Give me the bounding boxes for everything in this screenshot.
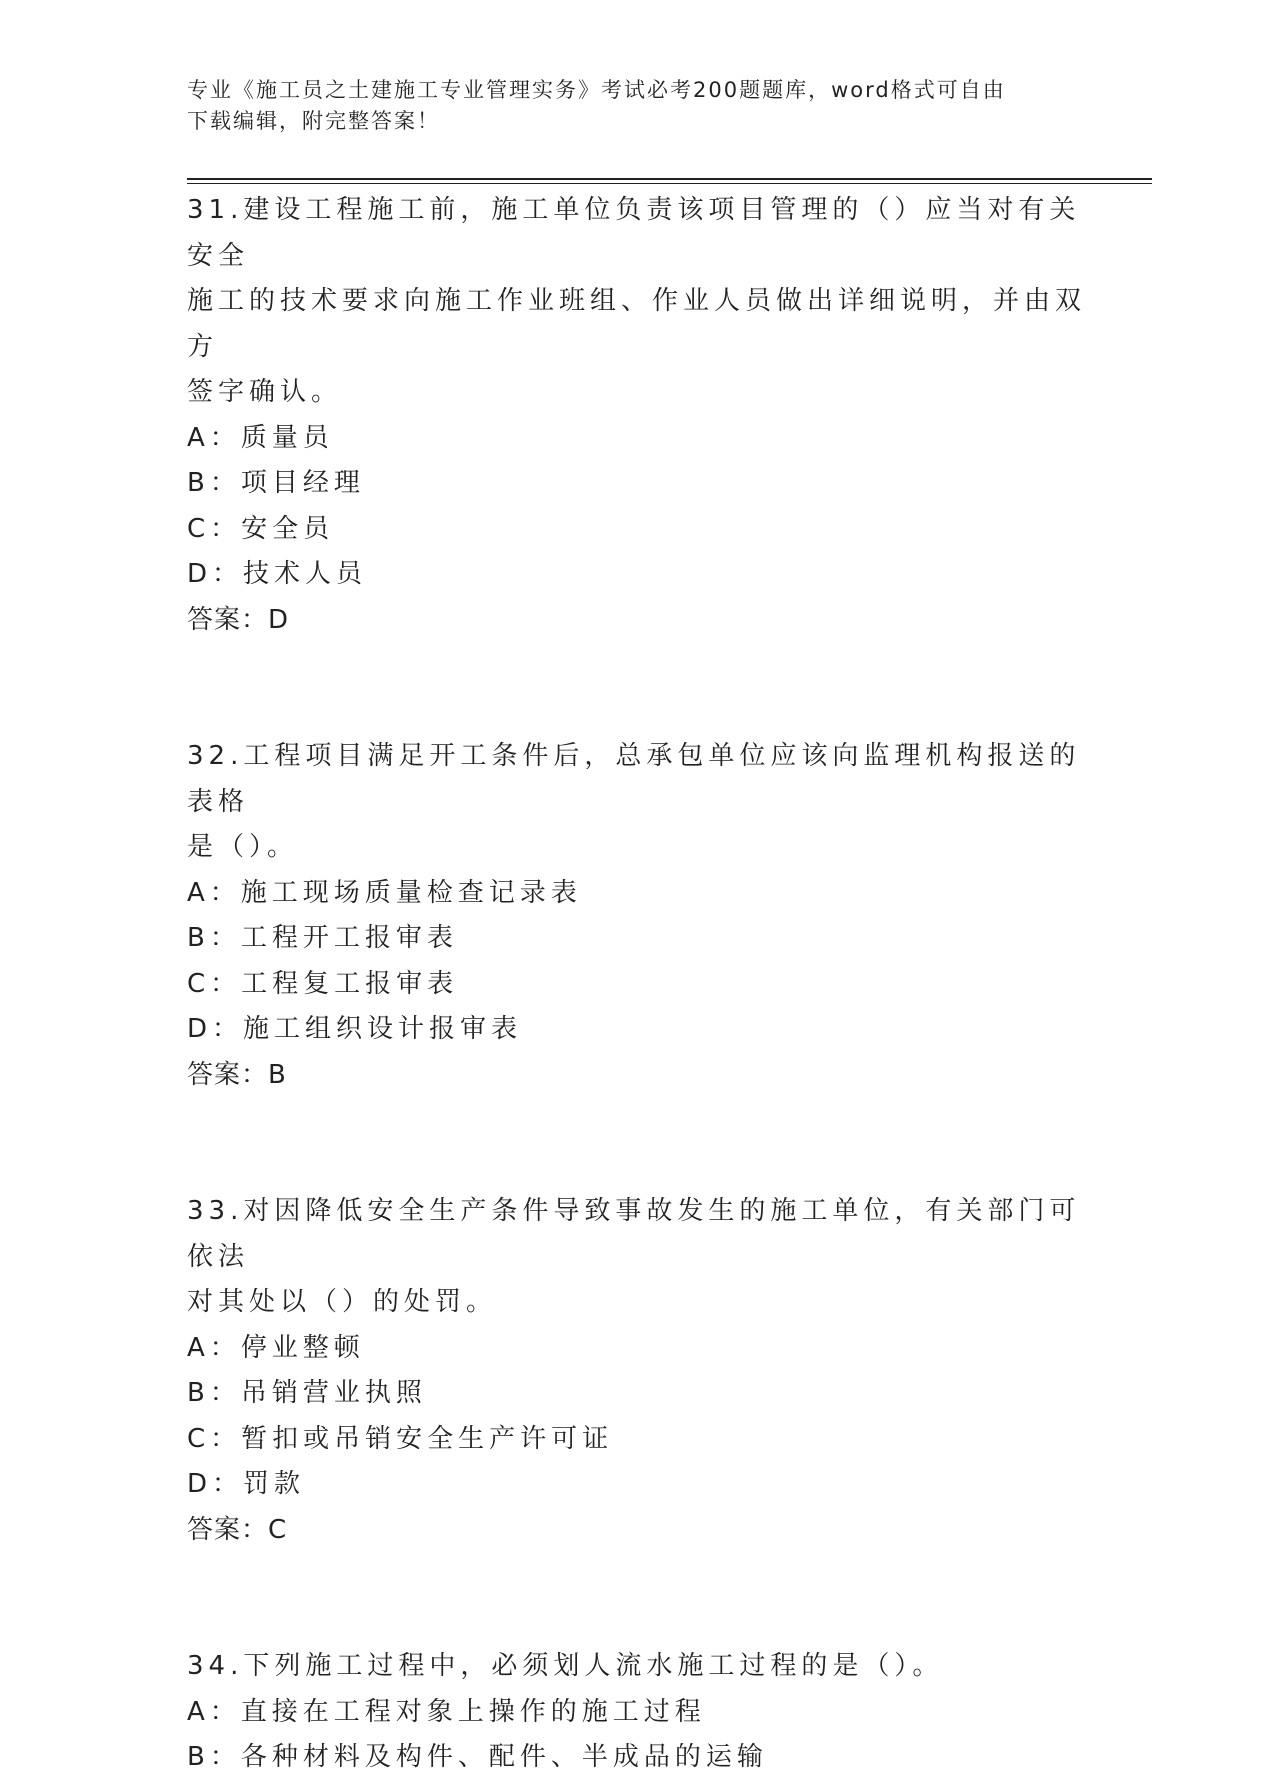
option-c: C：安全员 [187, 513, 335, 544]
answer: 答案：B [187, 1059, 287, 1090]
option-a: A：施工现场质量检查记录表 [187, 877, 582, 908]
header-line-1: 专业《施工员之土建施工专业管理实务》考试必考200题题库，word格式可自由 [187, 78, 1006, 102]
option-d: D：罚款 [187, 1469, 306, 1499]
option-b: B：吊销营业执照 [187, 1378, 427, 1408]
question-list [187, 188, 1087, 1781]
header-line-2: 下载编辑，附完整答案！ [187, 109, 440, 133]
question-text-line: 34.下列施工过程中，必须划人流水施工过程的是（）。 [187, 1651, 944, 1681]
option-b: B：工程开工报审表 [187, 923, 458, 953]
option-a: A：质量员 [187, 422, 334, 453]
question-text-line: 33.对因降低安全生产条件导致事故发生的施工单位，有关部门可依法 [187, 1196, 1081, 1272]
question-gap [187, 643, 1087, 734]
question-32 [187, 734, 1087, 1098]
option-b: B：项目经理 [187, 468, 365, 498]
question-text-line: 施工的技术要求向施工作业班组、作业人员做出详细说明，并由双方 [187, 286, 1087, 362]
header-divider-thick [187, 178, 1152, 180]
question-gap [187, 1553, 1087, 1644]
header-divider-thin [187, 183, 1152, 184]
option-c: C：暂扣或吊销安全生产许可证 [187, 1423, 614, 1454]
answer: 答案：D [187, 604, 290, 635]
question-text-line: 对其处以（）的处罚。 [187, 1287, 498, 1317]
question-33 [187, 1189, 1087, 1553]
question-gap [187, 1098, 1087, 1189]
option-b: B：各种材料及构件、配件、半成品的运输 [187, 1742, 768, 1772]
option-d: D：技术人员 [187, 559, 368, 589]
option-a: A：停业整顿 [187, 1332, 365, 1363]
option-a: A：直接在工程对象上操作的施工过程 [187, 1696, 706, 1727]
question-text-line: 是（）。 [187, 832, 299, 862]
question-text-line: 签字确认。 [187, 377, 343, 407]
question-31 [187, 188, 1087, 643]
question-text-line: 32.工程项目满足开工条件后，总承包单位应该向监理机构报送的表格 [187, 741, 1081, 817]
option-c: C：工程复工报审表 [187, 968, 459, 999]
answer: 答案：C [187, 1514, 288, 1545]
question-34 [187, 1644, 1087, 1781]
document-header [187, 75, 1067, 137]
question-text-line: 31.建设工程施工前，施工单位负责该项目管理的（）应当对有关安全 [187, 195, 1081, 271]
option-d: D：施工组织设计报审表 [187, 1014, 523, 1044]
